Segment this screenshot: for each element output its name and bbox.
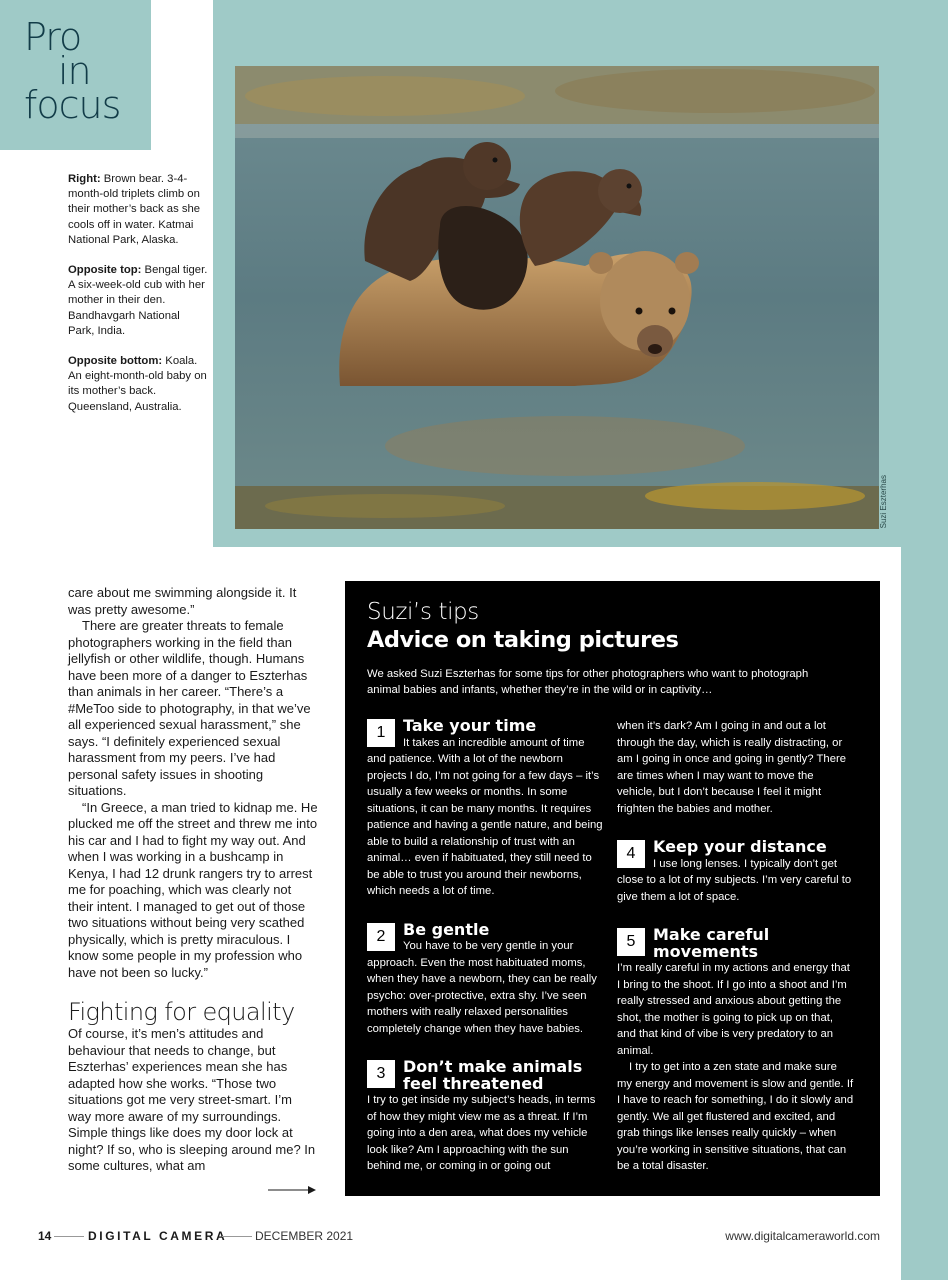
photo-credit-text: Suzi Eszterhas — [879, 475, 888, 529]
caption — [68, 354, 208, 415]
section-label-line: in — [58, 49, 91, 93]
website-url: www.digitalcameraworld.com — [725, 1229, 880, 1243]
caption-label: Opposite top: — [68, 264, 142, 277]
tips-intro: We asked Suzi Eszterhas for some tips for other photographers who want to photograph animal babies and infants, whether they’re in the wild or in captivity… — [367, 668, 809, 696]
caption-text: Brown bear. 3-4-month-old triplets climb on their mother’s back as she cools off in water. Katmai National Park, Alaska. — [68, 173, 201, 246]
continue-arrow-icon — [268, 1184, 318, 1196]
caption-label: Right: — [68, 173, 101, 185]
tip-text: I’m really careful in my actions and energy that I bring to the shoot. If I go into a shoot and I’m really stressed and anxious about getting the shot, the mother is going to pick up on that, and that kind of vibe is very predatory to an animal. — [617, 962, 850, 1057]
tips-box — [345, 581, 880, 1196]
tips-column-right — [617, 718, 854, 1195]
caption — [68, 172, 208, 248]
caption — [68, 263, 208, 339]
caption-text: Koala. An eight-month-old baby on its mother’s back. Queensland, Australia. — [68, 355, 207, 413]
tip — [617, 925, 854, 1175]
tip-number: 4 — [617, 840, 645, 868]
photo-credit — [879, 475, 893, 530]
bear-photo — [235, 66, 879, 529]
tip-text: It takes an incredible amount of time and patience. With a lot of the newborn projects I do, I’m not going for a few days – it’s usually a few weeks or months. In some situations, it can be many months. It requires patience and having a gentle nature, and being able to build a relationship of trust with an animal… even if habituated, they still need to be able to trust you around their newborns, which needs a lot of time. — [367, 736, 603, 897]
magazine-name: DIGITAL CAMERA — [88, 1229, 228, 1243]
tip-title: Make careful movements — [653, 925, 770, 961]
tip — [367, 920, 604, 1038]
bear-photo-illustration — [235, 66, 879, 529]
body-paragraph: “In Greece, a man tried to kidnap me. He plucked me off the street and threw me into his car and I had to fight my way out. And when I was working in a bushcamp in Kenya, I had 12 drunk rangers try to arrest me for poaching, which was clearly not their intent. I managed to get out of those two situations without being very scathed physically, which is pretty miraculous. I know some people in my profession who have not been so lucky.” — [68, 799, 318, 980]
tip-title: Keep your distance — [653, 837, 827, 856]
issue-date: DECEMBER 2021 — [255, 1229, 354, 1243]
tip-continued: when it’s dark? Am I going in and out a lot through the day, which is really distracting, or am I going in once and going in gently? There are times when I may want to move the vehicle, but I don’t because I feel it might frighten the babies and mother. — [617, 720, 847, 815]
photo-captions — [68, 172, 208, 430]
caption-label: Opposite bottom: — [68, 355, 163, 368]
tip — [617, 837, 854, 905]
page-number: 14 — [38, 1229, 52, 1243]
footer-rule — [222, 1236, 252, 1237]
tip-number: 5 — [617, 928, 645, 956]
tip-number: 2 — [367, 923, 395, 951]
teal-background-right — [901, 547, 948, 1280]
tip — [367, 1057, 604, 1175]
tip-text: I use long lenses. I typically don’t get close to a lot of my subjects. I’m very careful to give them a lot of space. — [617, 857, 852, 903]
tip — [367, 716, 604, 900]
footer-rule — [54, 1236, 84, 1237]
tips-kicker: Suzi’s tips — [367, 599, 479, 625]
tip-text: I try to get inside my subject’s heads, in terms of how they might view me as a threat. If I’m going into a den area, what does my vehicle look like? Am I approaching with the sun behind me, or coming in or going out — [367, 1094, 596, 1172]
tips-column-left — [367, 716, 604, 1195]
body-paragraph: There are greater threats to female photographers working in the field than jellyfish or other wildlife, though. Humans have been more of a danger to Eszterhas than animals in her career. “There’s a #MeToo side to photography, in that we’ve all experienced sexual harassment,” she says. “I definitely experienced sexual harassment from my peers. I’ve had personal safety issues in shooting situations. — [68, 618, 311, 798]
tip-text: I try to get into a zen state and make sure my energy and movement is slow and gentle. If I have to reach for something, I do it slowly and gently. We all get flustered and excited, and grab things like lenses really quickly – when you’re working in sensitive situations, that can be a total disaster. — [617, 1061, 854, 1172]
body-paragraph: Of course, it’s men’s attitudes and behaviour that needs to change, but Eszterhas’ experiences mean she has adapted how she works. “Those two situations got me very street-smart. I’m way more aware of my surroundings. Simple things like does my door lock at night? If so, who is sleeping around me? In some cultures, what am — [68, 1026, 316, 1173]
section-label-line: Pro — [24, 15, 82, 59]
body-paragraph: care about me swimming alongside it. It was pretty awesome.” — [68, 585, 297, 617]
tip-title: Be gentle — [403, 919, 490, 939]
section-label-line: focus — [24, 83, 121, 127]
article-body — [68, 585, 318, 1175]
tip-number: 1 — [367, 719, 395, 747]
subheading: Fighting for equality — [68, 998, 295, 1026]
tip-text: You have to be very gentle in your approach. Even the most habituated moms, when they have a newborn, they can be really psycho: over-protective, extra shy. I’ve seen mothers with really relaxed personalities completely change when they have babies. — [367, 940, 597, 1035]
caption-text: Bengal tiger. A six-week-old cub with her mother in their den. Bandhavgarh National Park, India. — [68, 264, 208, 337]
tip-title: Take your time — [403, 716, 537, 735]
tips-title: Advice on taking pictures — [367, 627, 679, 653]
tip-number: 3 — [367, 1060, 395, 1088]
section-label — [0, 0, 151, 150]
page-footer — [38, 1229, 880, 1243]
tip-title: Don’t make animals feel threatened — [403, 1057, 583, 1093]
